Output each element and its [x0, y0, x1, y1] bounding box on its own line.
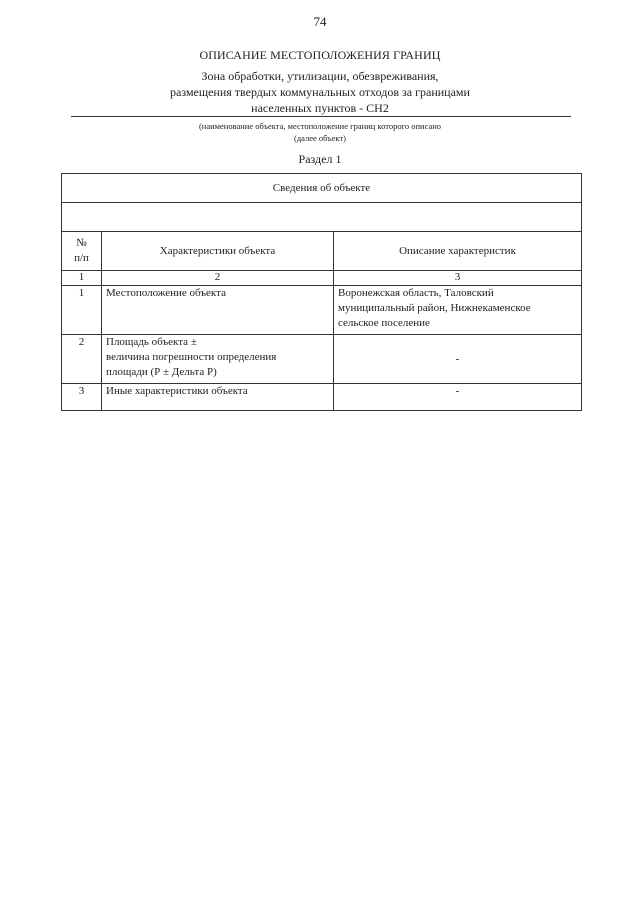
field-caption-note	[0, 120, 640, 144]
name-underline	[71, 116, 571, 117]
table-caption-row	[62, 174, 582, 203]
object-name-line: размещения твердых коммунальных отходов за границами	[170, 85, 470, 99]
object-name-line: Зона обработки, утилизации, обезвреживания,	[201, 69, 439, 83]
index-cell: 1	[62, 271, 102, 286]
description-line: муниципальный район, Нижнекаменское	[338, 302, 531, 314]
row-number: 3	[62, 384, 102, 411]
index-cell: 3	[334, 271, 582, 286]
note-line: (далее объект)	[293, 133, 346, 143]
table-row	[62, 384, 582, 411]
row-description	[334, 335, 582, 384]
description-line: -	[455, 385, 460, 397]
row-characteristic	[102, 335, 334, 384]
description-line: -	[455, 352, 460, 365]
section-title: Раздел 1	[298, 152, 342, 166]
document-header	[0, 48, 640, 116]
characteristic-line: величина погрешности определения	[106, 351, 277, 363]
table-caption: Сведения об объекте	[62, 174, 582, 203]
characteristic-line: Местоположение объекта	[106, 287, 226, 299]
row-description	[334, 286, 582, 335]
row-description	[334, 384, 582, 411]
row-characteristic	[102, 384, 334, 411]
description-line: Воронежская область, Таловский	[338, 287, 494, 299]
header-num	[62, 232, 102, 271]
table-row	[62, 286, 582, 335]
object-info-table	[61, 173, 582, 411]
header-characteristics: Характеристики объекта	[102, 232, 334, 271]
table-header-row	[62, 232, 582, 271]
blank-cell	[62, 203, 582, 232]
index-cell: 2	[102, 271, 334, 286]
header-description: Описание характеристик	[334, 232, 582, 271]
description-line: сельское поселение	[338, 317, 430, 329]
row-number: 2	[62, 335, 102, 384]
note-line: (наименование объекта, местоположение границ которого описано	[198, 121, 442, 131]
table-index-row	[62, 271, 582, 286]
object-name-line: населенных пунктов - СН2	[251, 101, 389, 115]
object-name	[0, 68, 640, 116]
page-number: 74	[313, 14, 327, 29]
characteristic-line: площади (Р ± Дельта Р)	[106, 366, 217, 378]
row-number: 1	[62, 286, 102, 335]
characteristic-line: Площадь объекта ±	[106, 336, 197, 348]
table-row	[62, 335, 582, 384]
table-blank-row	[62, 203, 582, 232]
characteristic-line: Иные характеристики объекта	[106, 385, 248, 397]
header-num-line: №	[76, 237, 87, 249]
header-num-line: п/п	[74, 252, 89, 264]
document-title: ОПИСАНИЕ МЕСТОПОЛОЖЕНИЯ ГРАНИЦ	[199, 48, 441, 62]
row-characteristic	[102, 286, 334, 335]
